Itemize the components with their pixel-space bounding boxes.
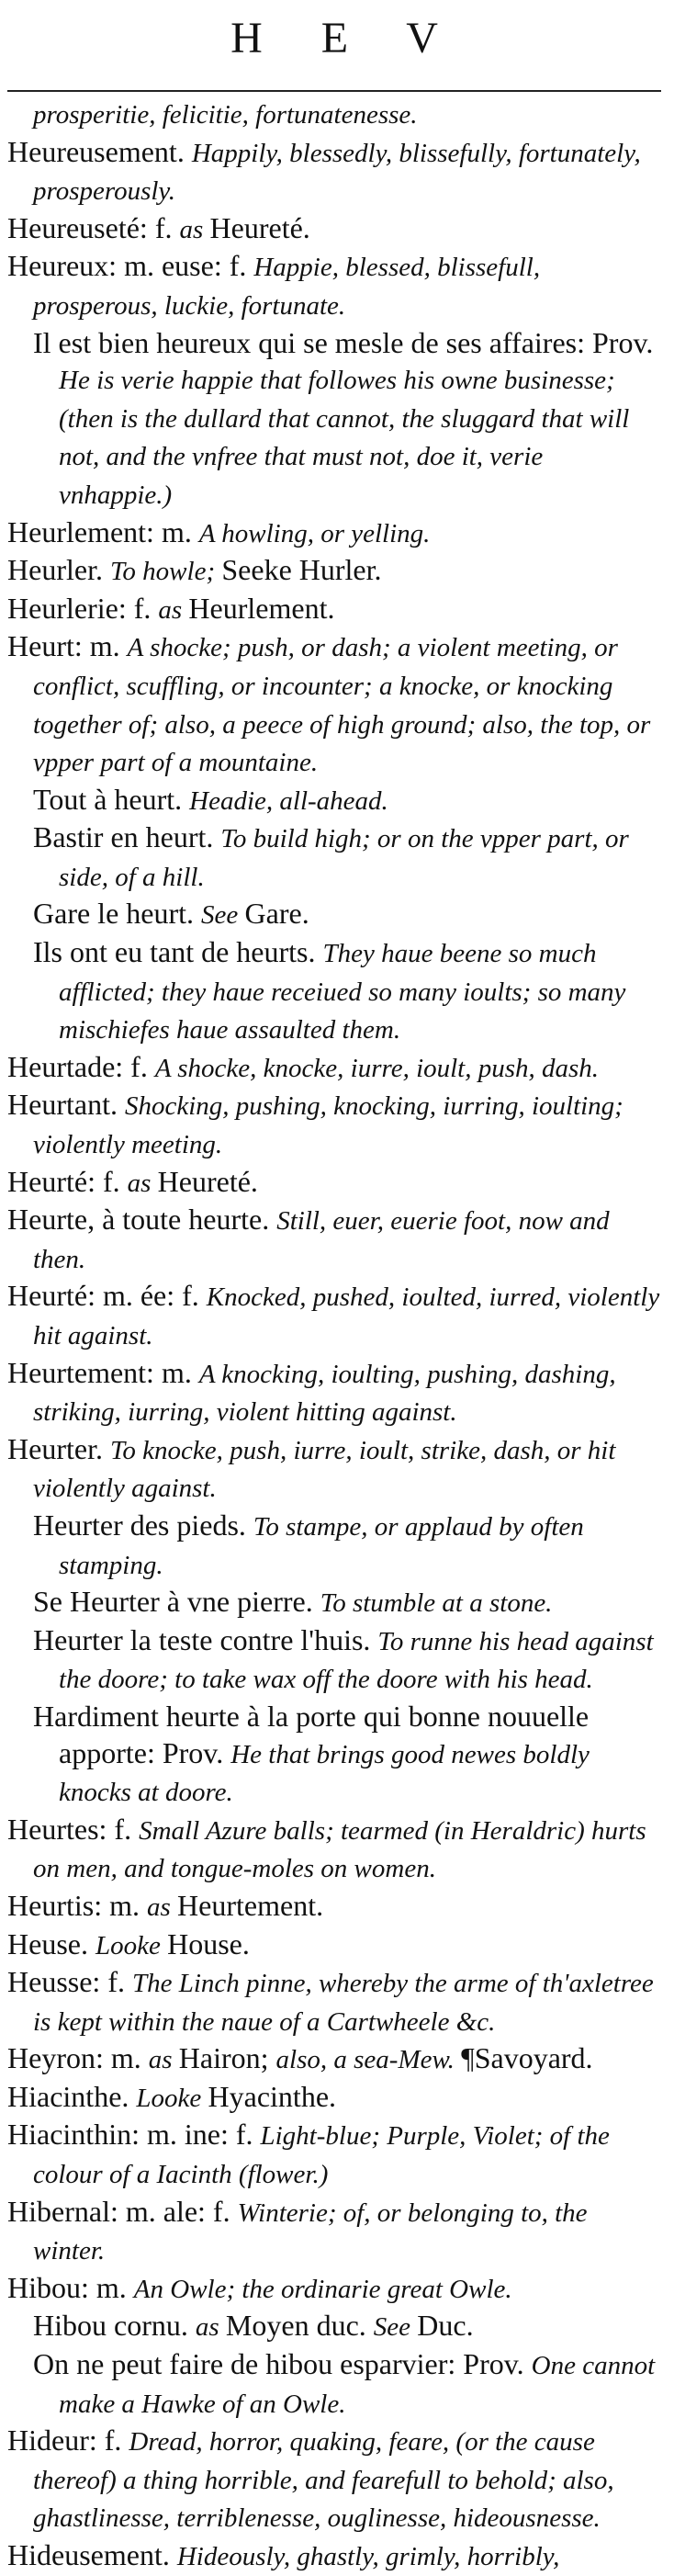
definition-text: Happily, blessedly, blissefully, fortunately, prosperously. (33, 138, 641, 207)
definition-text: Shocking, pushing, knocking, iurring, ioulting; violently meeting. (33, 1091, 623, 1160)
sub-entry (7, 2308, 661, 2346)
definition-text: They haue beene so much afflicted; they haue receiued so many ioults; so many mischiefes haue assaulted them. (59, 939, 626, 1045)
headword-text: Ils ont eu tant de heurts. (33, 935, 323, 969)
headword-text: Hiacinthin: m. ine: f. (7, 2118, 261, 2152)
dictionary-entry (7, 2117, 661, 2193)
definition-text: Happie, blessed, blissefull, prosperous, luckie, fortunate. (33, 253, 541, 321)
dictionary-entry (7, 210, 661, 249)
dictionary-entry (7, 1087, 661, 1163)
dictionary-entry (7, 248, 661, 324)
headword-text: Heurter des pieds. (33, 1508, 253, 1542)
definition-text: To runne his head against the doore; to take wax off the doore with his head. (59, 1626, 654, 1695)
sub-entry (7, 1508, 661, 1584)
definition-text: To stampe, or applaud by often stamping. (59, 1511, 584, 1580)
sub-entry (7, 819, 661, 896)
headword-text: Heurte, à toute heurte. (7, 1203, 277, 1237)
dictionary-entry (7, 1926, 661, 1965)
headword-text: ¶Savoyard. (461, 2041, 593, 2075)
dictionary-entry (7, 1431, 661, 1508)
definition-text: A shocke, knocke, iurre, ioult, push, dash. (154, 1053, 600, 1083)
definition-text: as (127, 1168, 158, 1198)
definition-text: Knocked, pushed, ioulted, iurred, violently hit against. (33, 1282, 660, 1350)
headword-text: Bastir en heurt. (33, 820, 221, 854)
headword-text: Hairon; (178, 2041, 276, 2075)
dictionary-entry (7, 1355, 661, 1431)
definition-text: The Linch pinne, whereby the arme of th'axletree is kept within the naue of a Cartwheele &c. (33, 1969, 654, 2037)
sub-entry (7, 2346, 661, 2423)
definition-text: as (179, 214, 210, 244)
definition-text: He that brings good newes boldly knocks at doore. (59, 1739, 590, 1808)
definition-text: as (148, 2045, 179, 2075)
definition-text: A howling, or yelling. (198, 518, 431, 548)
definition-text: Headie, all-ahead. (189, 785, 388, 816)
headword-text: Se Heurter à vne pierre. (33, 1585, 320, 1619)
headword-text: Hibou: m. (7, 2270, 134, 2304)
dictionary-entry (7, 1964, 661, 2040)
sub-entry (7, 896, 661, 934)
headword-text: Heureuseté: f. (7, 210, 180, 244)
header-rule (7, 90, 661, 92)
headword-text: Tout à heurt. (33, 782, 190, 816)
definition-text: Looke (95, 1930, 168, 1960)
dictionary-entry (7, 1888, 661, 1926)
headword-text: Heureux: m. euse: f. (7, 249, 254, 283)
headword-text: Heurler. (7, 553, 110, 587)
definition-text: See (373, 2312, 418, 2343)
dictionary-entry (7, 1164, 661, 1203)
headword-text: Heurlement: m. (7, 514, 199, 548)
dictionary-entry (7, 1049, 661, 1088)
definition-text: Small Azure balls; tearmed (in Heraldric) hurts on men, and tongue-moles on women. (33, 1815, 646, 1884)
dictionary-entry (7, 134, 661, 210)
headword-text: On ne peut faire de hibou esparvier: Prov. (33, 2347, 532, 2381)
sub-entry (7, 782, 661, 820)
headword-text: Hideusement. (7, 2538, 177, 2571)
definition-text: A shocke; push, or dash; a violent meeting, or conflict, scuffling, or incounter; a knocke, or knocking together of; also, a peece of high ground; also, the top, or vpper part of a mountaine. (33, 633, 651, 778)
headword-text: Heurtis: m. (7, 1888, 147, 1922)
dictionary-entry (7, 2423, 661, 2537)
headword-text: Heurtement. (177, 1888, 324, 1922)
headword-text: Heurlerie: f. (7, 591, 159, 625)
headword-text: Duc. (417, 2309, 474, 2343)
headword-text: House. (167, 1926, 250, 1960)
definition-text: Hideously, ghastly, grimly, horribly, (176, 2542, 560, 2571)
definition-text: prosperitie, felicitie, fortunatenesse. (33, 100, 418, 130)
headword-text: Heurté: m. ée: f. (7, 1279, 207, 1313)
definition-text: To build high; or on the vpper part, or side, of a hill. (59, 824, 629, 892)
headword-text: Il est bien heureux qui se mesle de ses affaires: Prov. (33, 325, 654, 359)
headword-text: Heusse: f. (7, 1965, 132, 1999)
headword-text: Gare le heurt. (33, 897, 202, 931)
entry-list (7, 96, 661, 2576)
headword-text: Hideur: f. (7, 2423, 129, 2457)
sub-entry (7, 1584, 661, 1622)
definition-text: as (195, 2312, 226, 2343)
dictionary-entry (7, 1202, 661, 1278)
definition-text: A knocking, ioulting, pushing, dashing, striking, iurring, violent hitting against. (33, 1359, 616, 1428)
headword-text: Seeke Hurler. (221, 553, 382, 587)
definition-text: To howle; (109, 557, 222, 587)
headword-text: Heureté. (209, 210, 310, 244)
definition-text: An Owle; the ordinarie great Owle. (133, 2274, 512, 2304)
headword-text: Heurtant. (7, 1088, 125, 1122)
definition-text: Dread, horror, quaking, feare, (or the cause thereof) a thing horrible, and fearefull to behold; also, ghastlinesse, terriblenesse, ouglinesse, hideousnesse. (33, 2427, 614, 2534)
headword-text: Heurter la teste contre l'huis. (33, 1622, 378, 1656)
definition-text: Looke (136, 2083, 208, 2113)
headword-text: Hyacinthe. (208, 2079, 337, 2113)
dictionary-entry (7, 2079, 661, 2118)
definition-text: Still, euer, euerie foot, now and then. (33, 1206, 610, 1274)
headword-text: Moyen duc. (225, 2309, 374, 2343)
sub-entry (7, 1699, 661, 1812)
headword-text: Hiacinthe. (7, 2079, 137, 2113)
page-header: H E V (230, 14, 462, 62)
definition-text: He is verie happie that followes his owne businesse; (then is the dullard that cannot, the sluggard that will not, and the vnfree that must not, doe it, verie vnhappie.) (59, 366, 630, 510)
dictionary-entry (7, 96, 661, 134)
dictionary-entry (7, 591, 661, 629)
headword-text: Heureté. (157, 1164, 258, 1198)
headword-text: Hardiment heurte à la porte qui bonne nouuelle apporte: Prov. (33, 1699, 590, 1769)
dictionary-entry (7, 2537, 661, 2576)
dictionary-entry (7, 628, 661, 781)
definition-text: See (201, 900, 245, 931)
dictionary-entry (7, 552, 661, 591)
headword-text: Heurlement. (188, 591, 335, 625)
definition-text: Light-blue; Purple, Violet; of the colour of a Iacinth (flower.) (33, 2121, 610, 2190)
definition-text: as (158, 594, 189, 625)
headword-text: Heyron: m. (7, 2041, 149, 2075)
dictionary-entry (7, 514, 661, 553)
dictionary-entry (7, 2270, 661, 2309)
headword-text: Heurté: f. (7, 1164, 128, 1198)
definition-text: One cannot make a Hawke of an Owle. (59, 2351, 656, 2419)
headword-text: Heurtes: f. (7, 1812, 140, 1846)
definition-text: as (146, 1892, 178, 1922)
headword-text: Heurter. (7, 1431, 110, 1465)
headword-text: Hibernal: m. ale: f. (7, 2194, 238, 2228)
dictionary-entry (7, 1812, 661, 1888)
definition-text: To knocke, push, iurre, ioult, strike, dash, or hit violently against. (33, 1435, 616, 1504)
headword-text: Heurtement: m. (7, 1355, 199, 1389)
definition-text: also, a sea-Mew. (275, 2045, 462, 2075)
dictionary-entry (7, 1278, 661, 1354)
definition-text: Winterie; of, or belonging to, the winter. (33, 2198, 588, 2266)
sub-entry (7, 1622, 661, 1699)
definition-text: To stumble at a stone. (320, 1588, 553, 1619)
headword-text: Gare. (244, 897, 309, 931)
headword-text: Heurtade: f. (7, 1049, 155, 1083)
headword-text: Heureusement. (7, 134, 192, 168)
dictionary-entry (7, 2194, 661, 2270)
headword-text: Hibou cornu. (33, 2309, 196, 2343)
dictionary-entry (7, 2040, 661, 2079)
headword-text: Heurt: m. (7, 629, 128, 663)
sub-entry (7, 325, 661, 514)
headword-text: Heuse. (7, 1926, 95, 1960)
sub-entry (7, 934, 661, 1049)
